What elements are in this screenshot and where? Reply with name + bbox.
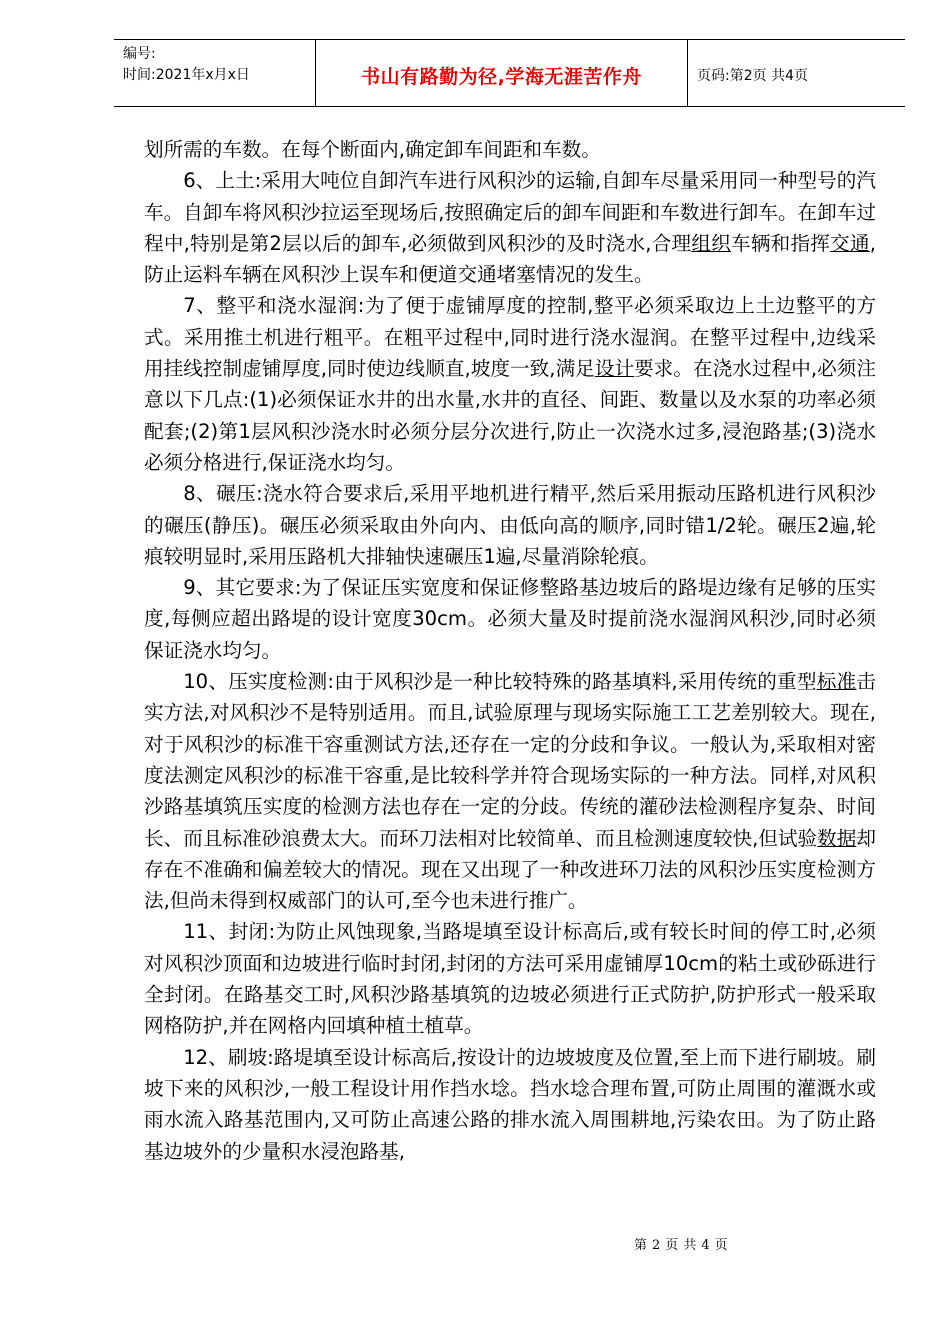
underlined-term: 交通 [830, 231, 870, 255]
paragraph-text: 却存在不准确和偏差较大的情况。现在又出现了一种改进环刀法的风积沙压实度检测方法,但尚未得到权威部门的认可,至今也未进行推广。 [144, 826, 876, 913]
document-number-label: 编号: [123, 46, 156, 62]
paragraph-text: 击实方法,对风积沙不是特别适用。而且,试验原理与现场实际施工工艺差别较大。现在,对于风积沙的标准干容重测试方法,还存在一定的分歧和争议。一般认为,采取相对密度法测定风积沙的标准干容重,是比较科学并符合现场实际的一种方法。同样,对风积沙路基填筑压实度的检测方法也存在一定的分歧。传统的灌砂法检测程序复杂、时间长、而且标准砂浪费太大。而环刀法相对比较简单、而且检测速度较快,但试验 [144, 670, 876, 850]
paragraph-compaction: 8、碾压:浇水符合要求后,采用平地机进行精平,然后采用振动压路机进行风积沙的碾压(静压)。碾压必须采取由外向内、由低向高的顺序,同时错1/2轮。碾压2遍,轮痕较明显时,采用压路机大排轴快速碾压1遍,尽量消除轮痕。 [144, 482, 876, 568]
paragraph-text: ,防止运料车辆在风积沙上误车和便道交通堵塞情况的发生。 [144, 231, 877, 287]
paragraph-sealing: 11、封闭:为防止风蚀现象,当路堤填至设计标高后,或有较长时间的停工时,必须对风积沙顶面和边坡进行临时封闭,封闭的方法可采用虚铺厚10cm的粘土或砂砾进行全封闭。在路基交工时,风积沙路基填筑的边坡必须进行正式防护,防护形式一般采取网格防护,并在网格内回填种植土植草。 [144, 920, 876, 1038]
page-footer [632, 1234, 731, 1253]
header-motto-cell [316, 40, 688, 106]
footer-page-number: 2 [652, 1238, 662, 1253]
header-page-label: 页码:第2页 共4页 [697, 68, 808, 84]
document-body [144, 134, 876, 1167]
header-meta-cell [114, 40, 316, 106]
footer-total-pages: 4 [701, 1238, 711, 1253]
paragraph-leveling-watering [144, 290, 876, 478]
document-time-label: 时间:2021年x月x日 [123, 67, 250, 83]
paragraph-continuation: 划所需的车数。在每个断面内,确定卸车间距和车数。 [144, 138, 601, 161]
paragraph-text: 车辆和指挥 [731, 231, 831, 255]
header-motto: 书山有路勤为径,学海无涯苦作舟 [361, 65, 642, 88]
paragraph-other-requirements: 9、其它要求:为了保证压实宽度和保证修整路基边坡后的路堤边缘有足够的压实度,每侧应超出路堤的设计宽度30cm。必须大量及时提前浇水湿润风积沙,同时必须保证浇水均匀。 [144, 576, 876, 662]
underlined-term: 组织 [691, 231, 732, 255]
footer-gong: 共 [683, 1238, 698, 1253]
underlined-term: 数据 [817, 826, 857, 850]
footer-di: 第 [634, 1238, 649, 1253]
footer-ye: 页 [665, 1238, 680, 1253]
underlined-term: 设计 [594, 357, 635, 381]
footer-ye: 页 [714, 1238, 729, 1253]
paragraph-text: 10、压实度检测:由于风积沙是一种比较特殊的路基填料,采用传统的重型 [183, 670, 817, 694]
header-page-cell [688, 40, 905, 106]
paragraph-text: 要求。在浇水过程中,必须注意以下几点:(1)必须保证水井的出水量,水井的直径、间距、数量以及水泵的功率必须配套;(2)第1层风积沙浇水时必须分层分次进行,防止一次浇水过多,浸泡路基;(3)浇水必须分格进行,保证浇水均匀。 [144, 357, 877, 474]
paragraph-text: 6、上土:采用大吨位自卸汽车进行风积沙的运输,自卸车尽量采用同一种型号的汽车。自卸车将风积沙拉运至现场后,按照确定后的卸车间距和车数进行卸车。在卸车过程中,特别是第2层以后的卸车,必须做到风积沙的及时浇水,合理 [144, 169, 876, 255]
page-header [114, 39, 905, 107]
paragraph-text: 7、整平和浇水湿润:为了便于虚铺厚度的控制,整平必须采取边上土边整平的方式。采用推土机进行粗平。在粗平过程中,同时进行浇水湿润。在整平过程中,边线采用挂线控制虚铺厚度,同时使边线顺直,坡度一致,满足 [144, 294, 876, 381]
paragraph-loading-soil [144, 165, 876, 290]
underlined-term: 标准 [816, 670, 857, 694]
paragraph-slope-trimming: 12、刷坡:路堤填至设计标高后,按设计的边坡坡度及位置,至上而下进行刷坡。刷坡下来的风积沙,一般工程设计用作挡水埝。挡水埝合理布置,可防止周围的灌溉水或雨水流入路基范围内,又可防止高速公路的排水流入周围耕地,污染农田。为了防止路基边坡外的少量积水浸泡路基, [144, 1045, 876, 1163]
paragraph-compaction-testing [144, 666, 876, 916]
